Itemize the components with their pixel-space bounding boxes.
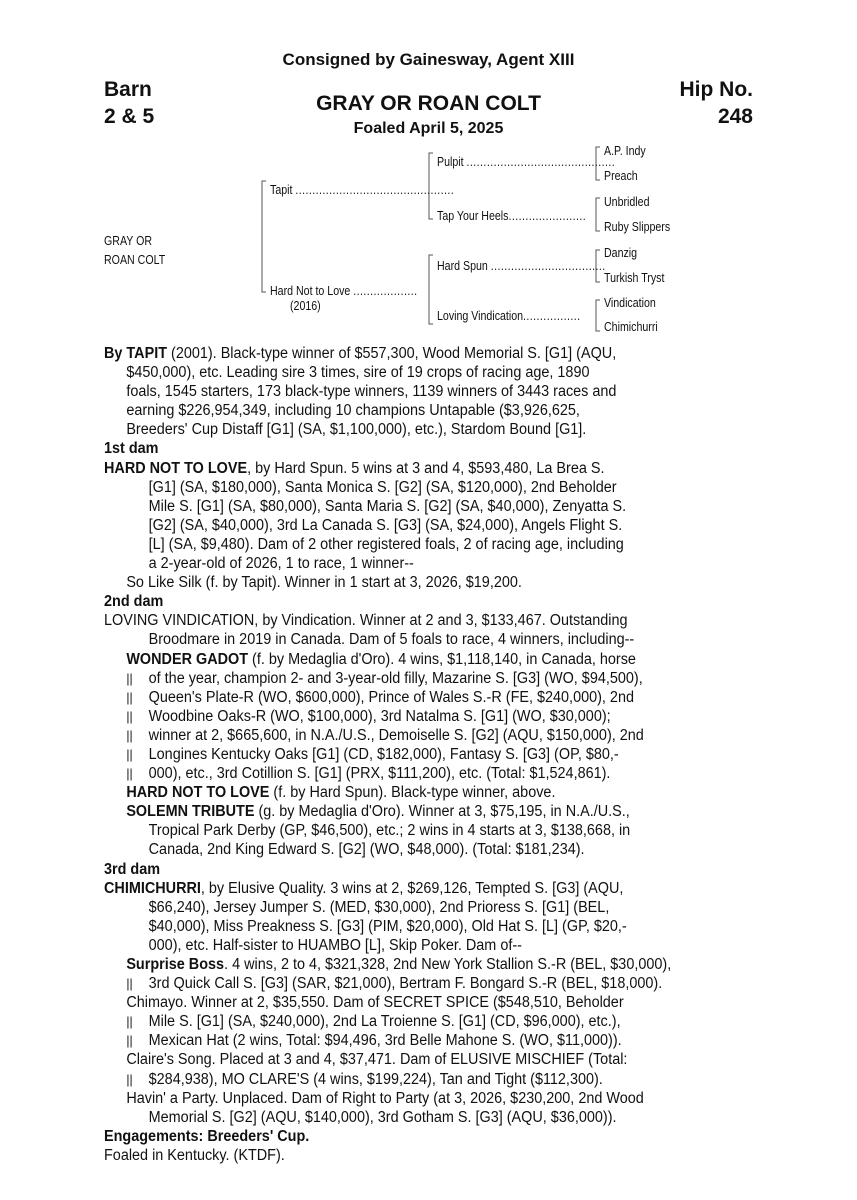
pedigree-dam-sire-name: Hard Spun [437,259,488,273]
horse-title: GRAY OR ROAN COLT [316,92,541,115]
produce-hard-not-to-love: HARD NOT TO LOVE [126,784,270,802]
leader-dots: ............................................ [466,155,616,169]
pedigree-subject-line1: GRAY OR [104,234,153,248]
vertical-rule: || [126,670,133,686]
second-dam-paragraph [104,611,754,859]
produce-line: winner at 2, $665,600, in N.A./U.S., Demoiselle S. [G2] (AQU, $150,000), 2nd [148,726,644,744]
first-dam-heading: 1st dam [104,440,159,458]
pedigree-gen3-2: Preach [604,169,638,183]
leader-dots: ............................................... [295,183,455,197]
vertical-rule: || [126,976,133,992]
pedigree-sire-sire-name: Pulpit [437,155,464,169]
sire-line: $450,000), etc. Leading sire 3 times, sire of 19 crops of racing age, 1890 [126,364,590,382]
third-dam-name: CHIMICHURRI [104,879,201,897]
first-dam-line: a 2-year-old of 2026, 1 to race, 1 winner-- [148,555,414,573]
vertical-rule: || [126,708,133,724]
produce-havin-a-party: Havin' a Party. Unplaced. Dam of Right to Party (at 3, 2026, $230,200, 2nd Wood [126,1089,644,1107]
pedigree-gen3-3: Unbridled [604,195,650,209]
produce-line: (f. by Hard Spun). Black-type winner, above. [269,784,556,802]
second-dam-line: Broodmare in 2019 in Canada. Dam of 5 foals to race, 4 winners, including-- [148,631,635,649]
sire-line: Breeders' Cup Distaff [G1] (SA, $1,100,000), etc.), Stardom Bound [G1]. [126,421,587,439]
pedigree-sire-sire [437,155,615,169]
produce-line: Queen's Plate-R (WO, $600,000), Prince of Wales S.-R (FE, $240,000), 2nd [148,688,634,706]
foaled-date: Foaled April 5, 2025 [353,120,504,137]
produce-surprise-boss: Surprise Boss [126,956,225,973]
pedigree-gen3-5: Danzig [604,246,638,260]
second-dam-line: LOVING VINDICATION, by Vindication. Winner at 2 and 3, $133,467. Outstanding [104,612,628,630]
first-dam-name: HARD NOT TO LOVE [104,459,248,477]
pedigree-bracket-lines [0,0,857,340]
produce-line: Tropical Park Derby (GP, $46,500), etc.; 2 wins in 4 starts at 3, $138,668, in [148,822,631,840]
vertical-rule: || [126,727,133,743]
sire-line: earning $226,954,349, including 10 champions Untapable ($3,926,625, [126,402,580,420]
produce-line: Canada, 2nd King Edward S. [G2] (WO, $48,000). (Total: $181,234). [148,841,585,859]
first-dam-line: [G2] (SA, $40,000), 3rd La Canada S. [G3] (SA, $24,000), Angels Flight S. [148,516,623,534]
vertical-rule: || [126,1014,133,1030]
second-dam-heading: 2nd dam [104,593,164,611]
barn-value: 2 & 5 [104,105,155,128]
pedigree-gen3-1: A.P. Indy [604,144,646,158]
produce-line: Mexican Hat (2 wins, Total: $94,496, 3rd Belle Mahone S. (WO, $11,000)). [148,1032,622,1050]
produce-line: Mile S. [G1] (SA, $240,000), 2nd La Troienne S. [G1] (CD, $96,000), etc.), [148,1013,621,1031]
pedigree-dam-dam [437,309,580,323]
pedigree-gen3-4: Ruby Slippers [604,220,671,234]
sire-paragraph [104,344,754,439]
hip-number: 248 [717,105,753,128]
produce-wonder-gadot: WONDER GADOT [126,650,249,668]
pedigree-sire [270,183,454,197]
pedigree-dam [270,284,417,298]
sire-lead: By TAPIT [104,345,168,362]
pedigree-dam-dam-name: Loving Vindication [437,309,524,323]
vertical-rule: || [126,746,133,762]
third-dam-heading: 3rd dam [104,860,161,878]
first-dam-line: [G1] (SA, $180,000), Santa Monica S. [G2] (SA, $120,000), 2nd Beholder [148,478,617,496]
leader-dots: ....................... [508,209,587,223]
leader-dots: ................... [353,284,418,298]
pedigree-sire-dam-name: Tap Your Heels [437,209,509,223]
first-dam-line: Mile S. [G1] (SA, $80,000), Santa Maria S. [G2] (SA, $40,000), Zenyatta S. [148,497,627,515]
produce-chimayo: Chimayo. Winner at 2, $35,550. Dam of SECRET SPICE ($548,510, Beholder [126,994,624,1012]
produce-line: 3rd Quick Call S. [G3] (SAR, $21,000), Bertram F. Bongard S.-R (BEL, $18,000). [148,975,663,993]
vertical-rule: || [126,689,133,705]
sire-line: foals, 1545 starters, 173 black-type winners, 1139 winners of 3443 races and [126,383,617,401]
pedigree-subject-line2: ROAN COLT [104,253,166,267]
produce-line: (f. by Medaglia d'Oro). 4 wins, $1,118,140, in Canada, horse [248,650,636,668]
hip-label: Hip No. [679,78,753,101]
pedigree-gen3-8: Chimichurri [604,320,658,334]
third-dam-line: $40,000), Miss Preakness S. [G3] (PIM, $20,000), Old Hat S. [L] (GP, $20,- [148,917,627,935]
produce-line: Woodbine Oaks-R (WO, $100,000), 3rd Natalma S. [G1] (WO, $30,000); [148,707,611,725]
pedigree-gen3-7: Vindication [604,296,656,310]
produce-line: of the year, champion 2- and 3-year-old filly, Mazarine S. [G3] (WO, $94,500), [148,669,643,687]
pedigree-sire-dam [437,209,586,223]
produce-claires-song: Claire's Song. Placed at 3 and 4, $37,471. Dam of ELUSIVE MISCHIEF (Total: [126,1051,628,1069]
pedigree-dam-year: (2016) [290,299,321,313]
leader-dots: .................................. [490,259,606,273]
first-dam-line: [L] (SA, $9,480). Dam of 2 other registered foals, 2 of racing age, including [148,535,624,553]
pedigree-dam-name: Hard Not to Love [270,284,351,298]
leader-dots: ................. [523,309,581,323]
pedigree-dam-sire [437,259,606,273]
third-dam-paragraph [104,879,754,1127]
foaled-in-line: Foaled in Kentucky. (KTDF). [104,1146,285,1164]
third-dam-line: , by Elusive Quality. 3 wins at 2, $269,126, Tempted S. [G3] (AQU, [200,879,624,897]
sire-line: (2001). Black-type winner of $557,300, Wood Memorial S. [G1] (AQU, [167,345,617,362]
produce-line: Longines Kentucky Oaks [G1] (CD, $182,000), Fantasy S. [G3] (OP, $80,- [148,745,619,763]
engagements-line: Engagements: Breeders' Cup. [104,1127,310,1145]
barn-label: Barn [104,78,152,101]
pedigree-sire-name: Tapit [270,183,293,197]
first-dam-foal: So Like Silk (f. by Tapit). Winner in 1 start at 3, 2026, $19,200. [126,574,522,592]
produce-line: Memorial S. [G2] (AQU, $140,000), 3rd Gotham S. [G3] (AQU, $36,000)). [148,1108,617,1126]
produce-line: (g. by Medaglia d'Oro). Winner at 3, $75,195, in N.A./U.S., [254,803,630,821]
produce-line: . 4 wins, 2 to 4, $321,328, 2nd New York Stallion S.-R (BEL, $30,000), [224,956,672,973]
third-dam-line: $66,240), Jersey Jumper S. (MED, $30,000), 2nd Prioress S. [G1] (BEL, [148,898,610,916]
third-dam-line: 000), etc. Half-sister to HUAMBO [L], Skip Poker. Dam of-- [148,936,522,954]
produce-solemn-tribute: SOLEMN TRIBUTE [126,803,255,821]
vertical-rule: || [126,766,133,782]
catalog-body [104,344,754,1165]
produce-line: 000), etc., 3rd Cotillion S. [G1] (PRX, $111,200), etc. (Total: $1,524,861). [148,765,611,783]
consignor-line: Consigned by Gainesway, Agent XIII [282,50,575,69]
first-dam-paragraph [104,459,754,593]
pedigree-gen3-6: Turkish Tryst [604,271,665,285]
first-dam-line: , by Hard Spun. 5 wins at 3 and 4, $593,480, La Brea S. [247,459,605,477]
vertical-rule: || [126,1033,133,1049]
vertical-rule: || [126,1071,133,1087]
produce-line: $284,938), MO CLARE'S (4 wins, $199,224), Tan and Tight ($112,300). [148,1070,603,1088]
